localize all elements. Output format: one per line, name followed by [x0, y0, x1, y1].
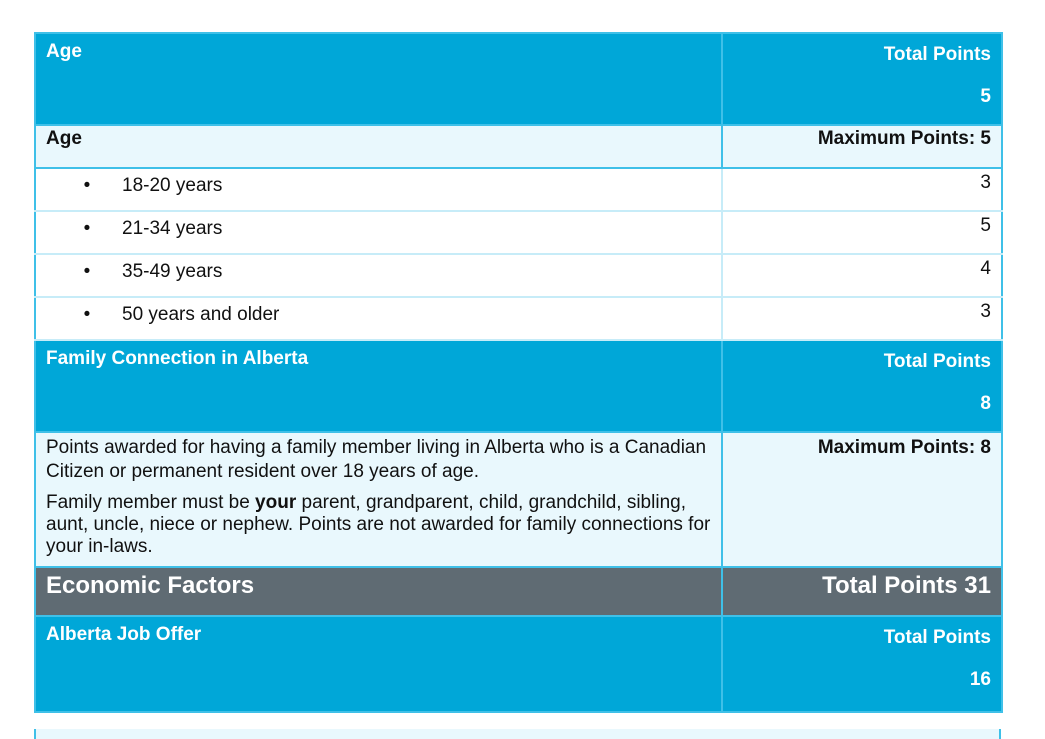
age-item-points: 4 — [722, 254, 1002, 297]
list-item — [35, 211, 1002, 254]
job-offer-total-cell — [722, 616, 1002, 712]
job-offer-header-row — [35, 616, 1002, 712]
family-total-label: Total Points — [883, 351, 991, 372]
age-item-points: 5 — [722, 211, 1002, 254]
family-section-title: Family Connection in Alberta — [35, 340, 722, 432]
family-total-cell — [722, 340, 1002, 432]
age-total-label: Total Points — [883, 44, 991, 65]
age-subheader-row — [35, 125, 1002, 168]
job-offer-total-value: 16 — [969, 669, 991, 690]
family-desc-text: parent, grandparent, child, grandchild, sibling, aunt, uncle, niece or nephew. Points are not awarded for family connections for your in-laws. — [46, 492, 711, 557]
bullet-icon: • — [83, 218, 91, 239]
family-desc-emphasis: your — [255, 492, 297, 513]
age-max-points: Maximum Points: 5 — [722, 125, 1002, 168]
bullet-icon: • — [83, 175, 91, 196]
age-item-points: 3 — [722, 168, 1002, 211]
economic-total: Total Points 31 — [722, 567, 1002, 616]
age-item-label: 35-49 years — [122, 261, 223, 282]
family-header-row — [35, 340, 1002, 432]
list-item — [35, 297, 1002, 340]
age-item-label: 50 years and older — [122, 304, 280, 325]
list-item — [35, 254, 1002, 297]
family-desc-paragraph-1: Points awarded for having a family member living in Alberta who is a Canadian Citizen or permanent resident over 18 years of age. — [46, 437, 707, 482]
family-total-value: 8 — [980, 393, 991, 414]
economic-header-row — [35, 567, 1002, 616]
list-item — [35, 168, 1002, 211]
age-header-row — [35, 33, 1002, 125]
family-max-points: Maximum Points: 8 — [722, 432, 1002, 567]
age-item-label: 21-34 years — [122, 218, 223, 239]
job-offer-section-title: Alberta Job Offer — [35, 616, 722, 712]
age-item-points: 3 — [722, 297, 1002, 340]
age-section-title: Age — [35, 33, 722, 125]
bullet-icon: • — [83, 304, 91, 325]
age-item-label: 18-20 years — [122, 175, 223, 196]
family-desc-text: Family member must be — [46, 492, 256, 513]
age-total-cell — [722, 33, 1002, 125]
economic-section-title: Economic Factors — [35, 567, 722, 616]
age-total-value: 5 — [980, 86, 991, 107]
family-description — [35, 432, 722, 567]
cut-off-row — [34, 729, 1001, 739]
points-table — [34, 32, 1003, 713]
job-offer-total-label: Total Points — [883, 627, 991, 648]
family-description-row — [35, 432, 1002, 567]
age-sub-title: Age — [35, 125, 722, 168]
family-desc-paragraph-2 — [46, 492, 711, 558]
bullet-icon: • — [83, 261, 91, 282]
